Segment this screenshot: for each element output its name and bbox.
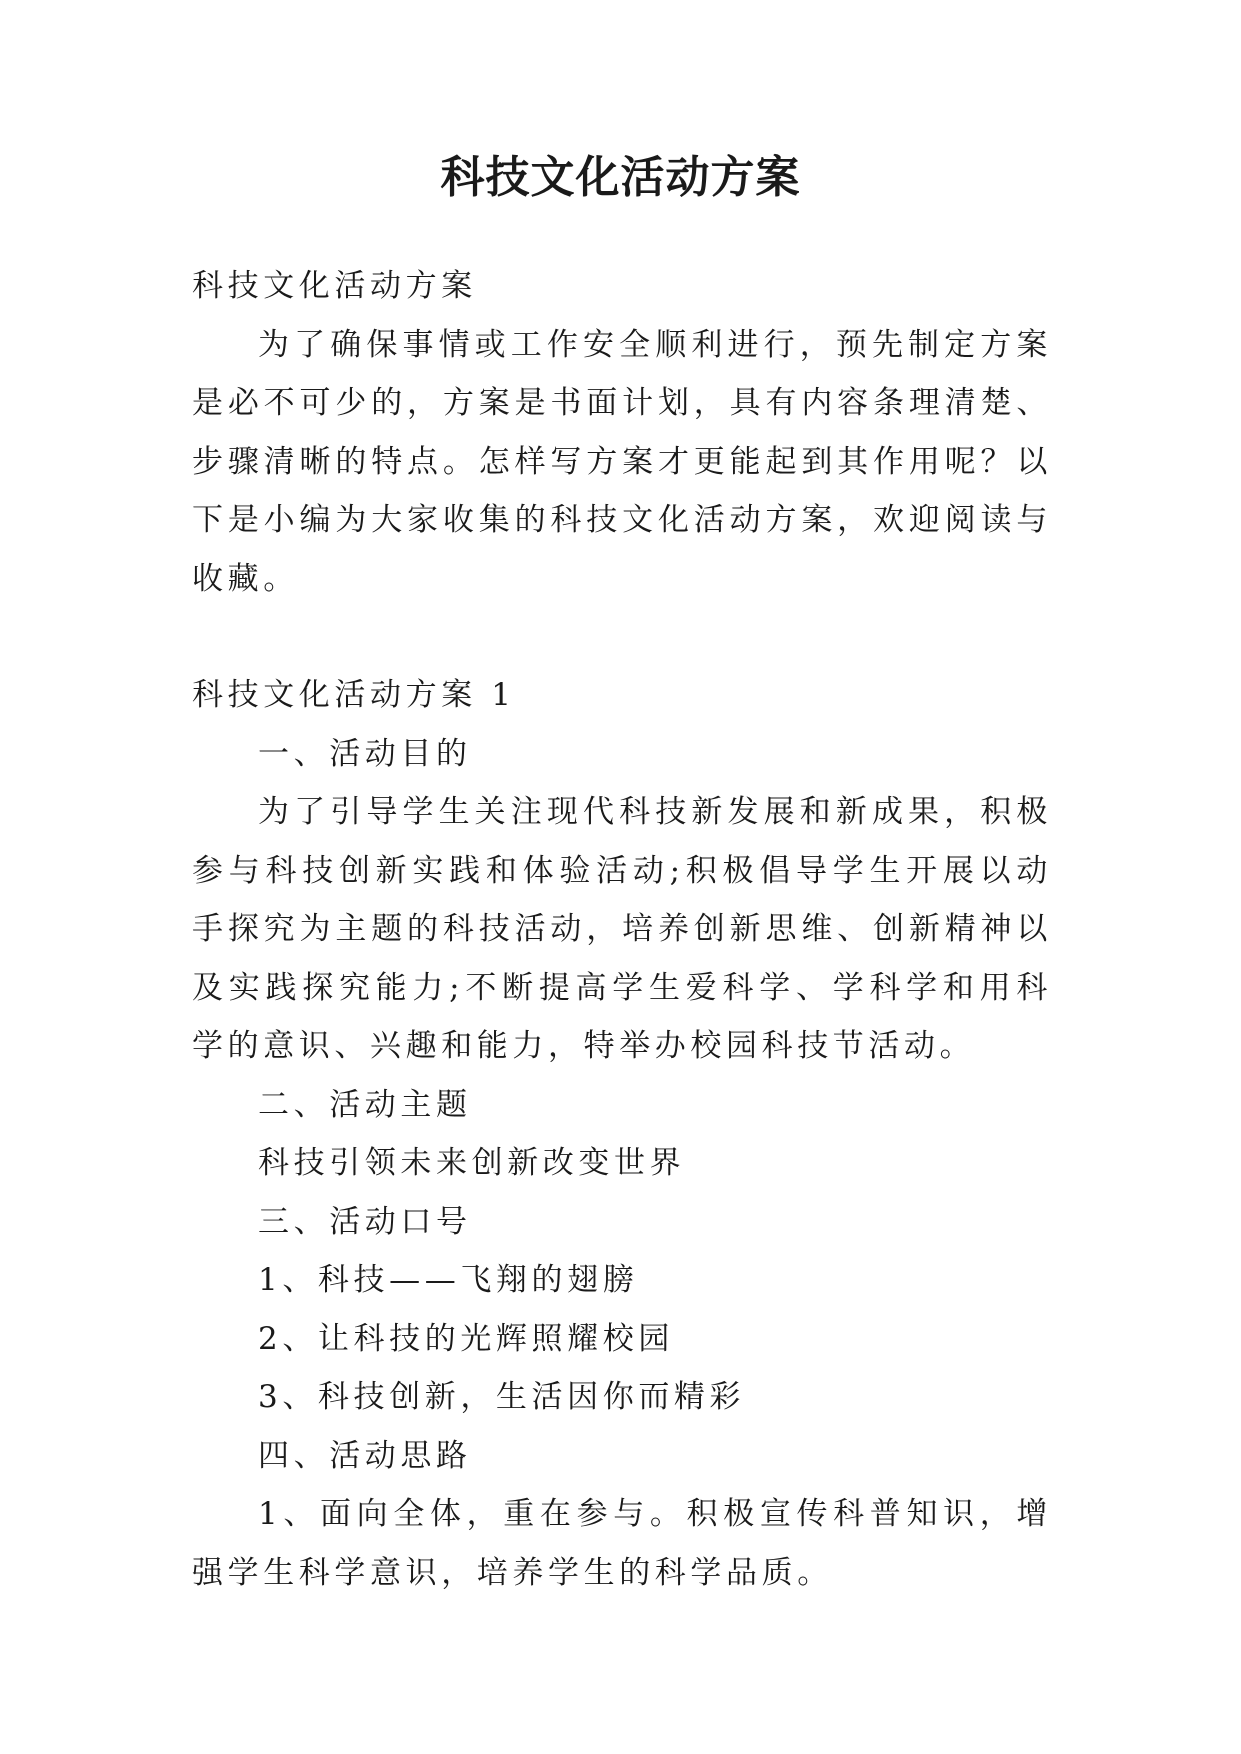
theme-heading: 二、活动主题 bbox=[258, 1086, 472, 1123]
purpose-heading: 一、活动目的 bbox=[258, 735, 472, 772]
theme-text: 科技引领未来创新改变世界 bbox=[258, 1145, 686, 1181]
slogan-item: 2、让科技的光辉照耀校园 bbox=[258, 1320, 674, 1357]
slogan-heading: 三、活动口号 bbox=[258, 1203, 472, 1240]
intro-paragraph: 为了确保事情或工作安全顺利进行，预先制定方案是必不可少的，方案是书面计划，具有内容条理清楚、步骤清晰的特点。怎样写方案才更能起到其作用呢？以下是小编为大家收集的科技文化活动方案，欢迎阅读与收藏。 bbox=[192, 326, 1052, 597]
slogan-item: 3、科技创新，生活因你而精彩 bbox=[258, 1379, 746, 1415]
approach-item: 1、面向全体，重在参与。积极宣传科普知识，增强学生科学意识，培养学生的科学品质。 bbox=[192, 1496, 1052, 1591]
intro-heading: 科技文化活动方案 bbox=[192, 268, 477, 304]
section1-heading: 科技文化活动方案 1 bbox=[192, 677, 516, 713]
section-spacer bbox=[192, 608, 1052, 666]
purpose-paragraph: 为了引导学生关注现代科技新发展和新成果，积极参与科技创新实践和体验活动;积极倡导学生开展以动手探究为主题的科技活动，培养创新思维、创新精神以及实践探究能力;不断提高学生爱科学、学科学和用科学的意识、兴趣和能力，特举办校园科技节活动。 bbox=[192, 794, 1052, 1064]
document-title: 科技文化活动方案 bbox=[440, 152, 801, 203]
approach-heading: 四、活动思路 bbox=[258, 1437, 472, 1474]
document-body bbox=[192, 257, 1052, 1602]
slogan-item: 1、科技——飞翔的翅膀 bbox=[258, 1262, 639, 1298]
